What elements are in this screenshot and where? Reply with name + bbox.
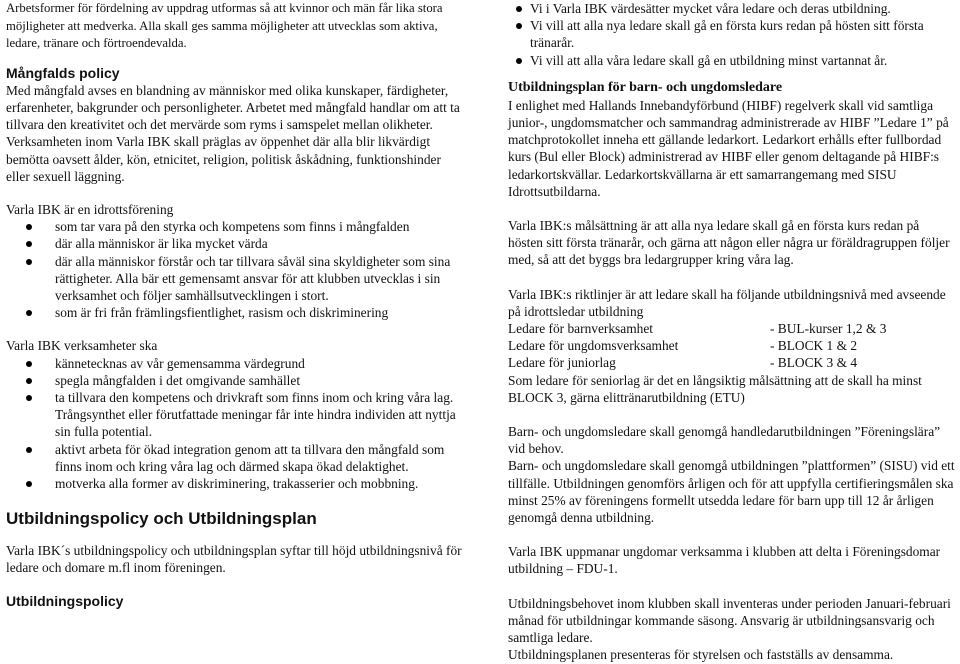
board-paragraph: Utbildningsplanen presenteras för styrelsen och fastställs av densamma.: [508, 647, 894, 663]
role-cell: Ledare för ungdomsverksamhet: [508, 338, 679, 354]
table-row: [508, 354, 956, 371]
plan-heading: Utbildningsplan för barn- och ungdomsledare: [508, 79, 783, 95]
platform-paragraph: Barn- och ungdomsledare skall genomgå utbildningen ”plattformen” (SISU) vid ett tillfälle. Utbildningen genomförs årligen och för att uppfylla certifieringsmålen ska minst 25% av föreningens formellt utsedda ledare för barn upp till 12 år årligen genomgå denna utbildning.: [508, 458, 955, 526]
clubs-paragraph: Barn- och ungdomsledare skall genomgå handledarutbildningen ”Föreningslära” vid behov.: [508, 424, 941, 457]
leaders-list: [6, 355, 468, 493]
needs-paragraph: Utbildningsbehovet inom klubben skall inventeras under perioden Januari-februari månad för utbildningar kommande säsong. Ansvarig är utbildningsansvarig och samtliga ledare.: [508, 595, 951, 646]
diversity-heading: Mångfalds policy: [6, 64, 120, 81]
list-item: motverka alla former av diskriminering, trakasserier och mobbning.: [6, 475, 468, 492]
table-row: [508, 337, 956, 354]
level-cell: - BLOCK 1 & 2: [770, 338, 858, 354]
list-item: ta tillvara den kompetens och drivkraft som finns inom och kring våra lag. Trångsynthet eller förutfattade meningar får inte hindra individen att nyttja sin fulla potential.: [6, 389, 468, 441]
role-cell: Ledare för juniorlag: [508, 355, 616, 371]
diversity-paragraph: Med mångfald avses en blandning av människor med olika kunskaper, färdigheter, erfarenheter, bakgrunder och personligheter. Arbetet med mångfald handlar om att ta tillvara den kreativitet och det mervärde som ryms i samspelet mellan olikheter.: [6, 82, 460, 133]
education-heading: Utbildningspolicy och Utbildningsplan: [6, 509, 317, 529]
club-list: [6, 218, 468, 321]
fdu-paragraph: Varla IBK uppmanar ungdomar verksamma i klubben att delta i Föreningsdomar utbildning – FDU-1.: [508, 544, 941, 577]
level-cell: - BUL-kurser 1,2 & 3: [770, 321, 887, 337]
left-column: [6, 0, 468, 610]
plan-paragraph: I enlighet med Hallands Innebandyförbund (HIBF) regelverk skall vid samtliga junior-, ungdomsmatcher och sammandrag administrerade av HIBF ”Ledare 1” på matchprotokollet inneha ett gällande ledarkort. Ledarkort erhålls efter fullbordad kurs (Bul eller Block) administrerad av HIBF eller genom deltagande på HIBF:s ledarkortskvällar. Ledarkortskvällarna är ett samarrangemang med SISU Idrottsutbildarna.: [508, 97, 949, 199]
list-item: där alla människor förstår och tar tillvara såväl sina skyldigheter som sina rättigheter. Alla bär ett gemensamt ansvar för att klubben utvecklas i sin verksamhet och följer samhällsutvecklingen i stort.: [6, 253, 468, 305]
role-cell: Ledare för barnverksamhet: [508, 321, 653, 337]
club-intro: Varla IBK är en idrottsförening: [6, 202, 174, 217]
goal-paragraph: Varla IBK:s målsättning är att alla nya ledare skall gå en första kurs redan på hösten sitt första tränarår, och gärna att någon eller några ur föräldragruppen följer med, så att det byggs bra ledargrupper kring våra lag.: [508, 218, 950, 268]
list-item: där alla människor är lika mycket värda: [6, 235, 468, 252]
education-paragraph: Varla IBK´s utbildningspolicy och utbildningsplan syftar till höjd utbildningsnivå för ledare och domare m.fl inom föreningen.: [6, 543, 462, 576]
list-item: som är fri från främlingsfientlighet, rasism och diskriminering: [6, 304, 468, 321]
intro-paragraph: Arbetsformer för fördelning av uppdrag utformas så att kvinnor och män får lika stora möjligheter att medverka. Alla skall ges samma möjligheter att utvecklas som aktiva, ledare, tränare och förtroendevalda.: [6, 1, 443, 51]
list-item: Vi vill att alla våra ledare skall gå en utbildning minst vartannat år.: [508, 52, 956, 69]
levels-table: [508, 320, 956, 372]
list-item: Vi vill att alla nya ledare skall gå en första kurs redan på hösten sitt första tränarår.: [508, 17, 956, 51]
education-policy-heading: Utbildningspolicy: [6, 592, 124, 609]
level-cell: - BLOCK 3 & 4: [770, 355, 858, 371]
list-item: Vi i Varla IBK värdesätter mycket våra ledare och deras utbildning.: [508, 0, 956, 17]
table-row: [508, 320, 956, 337]
list-item: spegla mångfalden i det omgivande samhället: [6, 372, 468, 389]
values-list: [508, 0, 956, 69]
list-item: kännetecknas av vår gemensamma värdegrund: [6, 355, 468, 372]
right-column: [508, 0, 956, 664]
business-paragraph: Verksamheten inom Varla IBK skall präglas av öppenhet där alla blir likvärdigt bemötta oavsett ålder, kön, etnicitet, religion, politisk åskådning, funktionshinder eller sexuell läggning.: [6, 134, 441, 184]
leaders-intro: Varla IBK verksamheter ska: [6, 338, 158, 354]
list-item: aktivt arbeta för ökad integration genom att ta tillvara den mångfald som finns inom och kring våra lag och därmed skapa ökad delaktighet.: [6, 441, 468, 475]
senior-paragraph: Som ledare för seniorlag är det en långsiktig målsättning att de skall ha minst BLOCK 3, gärna elittränarutbildning (ETU): [508, 372, 922, 405]
list-item: som tar vara på den styrka och kompetens som finns i mångfalden: [6, 218, 468, 235]
guidelines-paragraph: Varla IBK:s riktlinjer är att ledare skall ha följande utbildningsnivå med avseende på idrottsledar utbildning: [508, 286, 946, 319]
